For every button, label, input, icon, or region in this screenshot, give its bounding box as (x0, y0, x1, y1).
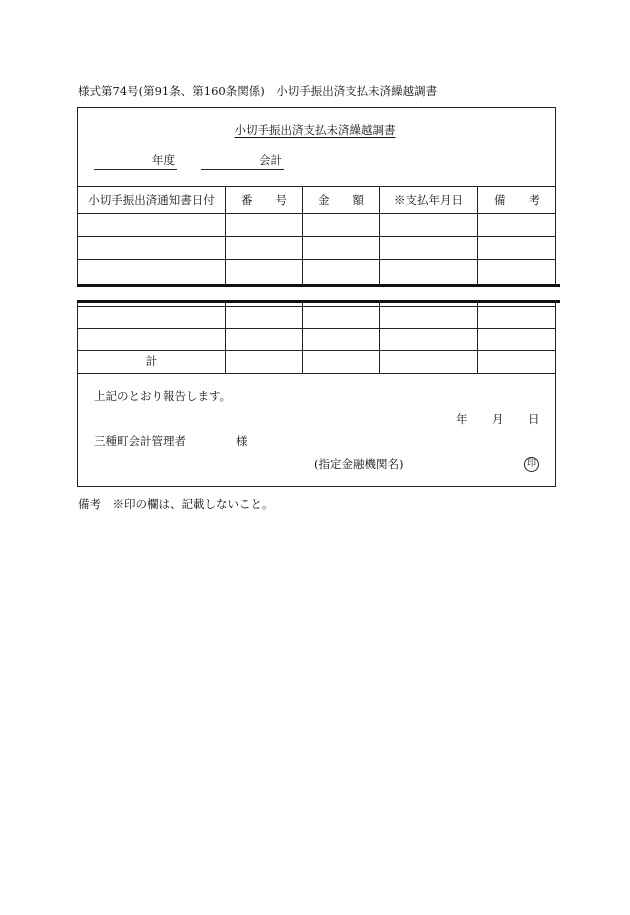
column-header-remarks: 備 考 (494, 193, 540, 207)
fiscal-year-label: 年度 (152, 153, 175, 167)
table-top-border (77, 186, 556, 187)
row-divider (77, 259, 556, 260)
total-row-label: 計 (145, 354, 158, 368)
date-month-label: 月 (492, 412, 504, 426)
column-header-payment-date: ※支払年月日 (394, 193, 463, 207)
footer-note: 備考 ※印の欄は、記載しないこと。 (78, 497, 274, 511)
column-header-date: 小切手振出済通知書日付 (88, 193, 215, 207)
bank-name-label: (指定金融機関名) (314, 457, 404, 471)
table-bottom-border (77, 373, 556, 374)
account-label: 会計 (259, 153, 282, 167)
table-break-line-top (77, 284, 560, 287)
seal-mark: 印 (524, 457, 539, 472)
column-divider (302, 186, 303, 373)
table-break-line-bottom (77, 300, 560, 303)
form-title: 小切手振出済支払未済繰越調書 (234, 123, 396, 137)
form-number-heading: 様式第74号(第91条、第160条関係) 小切手振出済支払未済繰越調書 (78, 84, 438, 98)
date-year-label: 年 (456, 412, 468, 426)
column-header-amount: 金 額 (318, 193, 364, 207)
row-divider (77, 236, 556, 237)
column-divider (477, 186, 478, 373)
honorific: 様 (236, 434, 248, 448)
row-divider (77, 328, 556, 329)
table-break-gap (77, 287, 557, 300)
fiscal-year-field[interactable] (94, 169, 177, 170)
table-header-border (77, 213, 556, 214)
row-divider (77, 350, 556, 351)
column-header-number: 番 号 (241, 193, 287, 207)
row-divider (77, 306, 556, 307)
report-statement: 上記のとおり報告します。 (94, 389, 232, 403)
account-field[interactable] (201, 169, 284, 170)
column-divider (225, 186, 226, 373)
date-day-label: 日 (528, 412, 540, 426)
column-divider (379, 186, 380, 373)
addressee: 三種町会計管理者 (94, 434, 186, 448)
